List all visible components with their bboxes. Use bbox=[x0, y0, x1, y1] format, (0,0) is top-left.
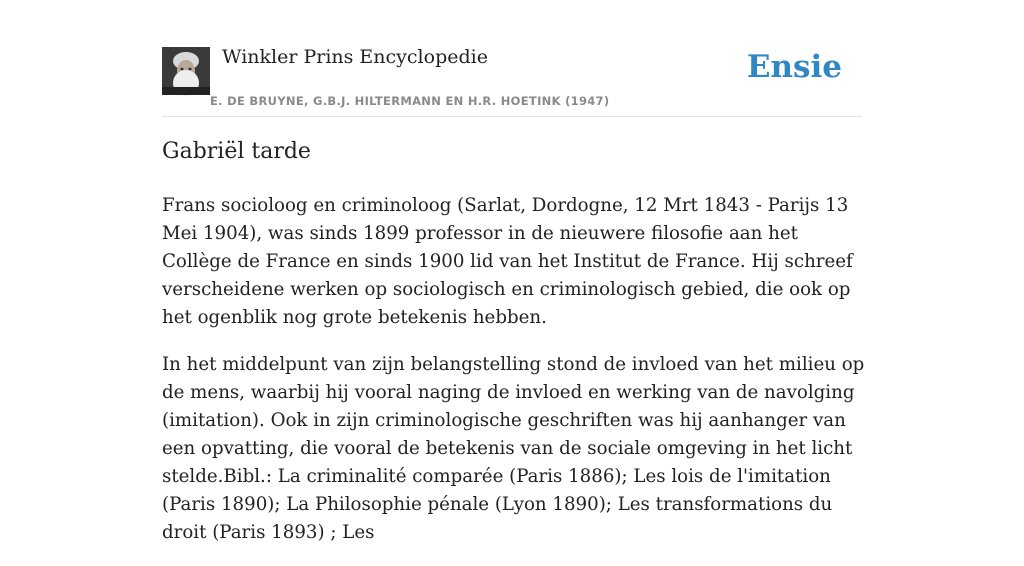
author-byline: E. DE BRUYNE, G.B.J. HILTERMANN EN H.R. HOETINK (1947) bbox=[210, 94, 610, 108]
portrait-image bbox=[162, 47, 210, 95]
ensie-logo[interactable]: Ensie bbox=[746, 49, 842, 85]
publication-title[interactable]: Winkler Prins Encyclopedie bbox=[222, 46, 488, 68]
article-body bbox=[162, 192, 867, 566]
article-paragraph: In het middelpunt van zijn belangstelling stond de invloed van het milieu op de mens, waarbij hij vooral naging de invloed en werking van de navolging (imitation). Ook in zijn criminologische geschriften was hij aanhanger van een opvatting, die vooral de betekenis van de sociale omgeving in het licht stelde.Bibl.: La criminalité comparée (Paris 1886); Les lois de l'imitation (Paris 1890); La Philosophie pénale (Lyon 1890); Les transformations du droit (Paris 1893) ; Les bbox=[162, 354, 865, 543]
article-title: Gabriël tarde bbox=[162, 139, 311, 164]
author-avatar[interactable] bbox=[162, 47, 210, 95]
article-paragraph: Frans socioloog en criminoloog (Sarlat, Dordogne, 12 Mrt 1843 - Parijs 13 Mei 1904), was sinds 1899 professor in de nieuwere filosofie aan het Collège de France en sinds 1900 lid van het Institut de France. Hij schreef verscheidene werken op sociologisch en criminologisch gebied, die ook op het ogenblik nog grote betekenis hebben. bbox=[162, 195, 853, 328]
header bbox=[162, 40, 862, 117]
